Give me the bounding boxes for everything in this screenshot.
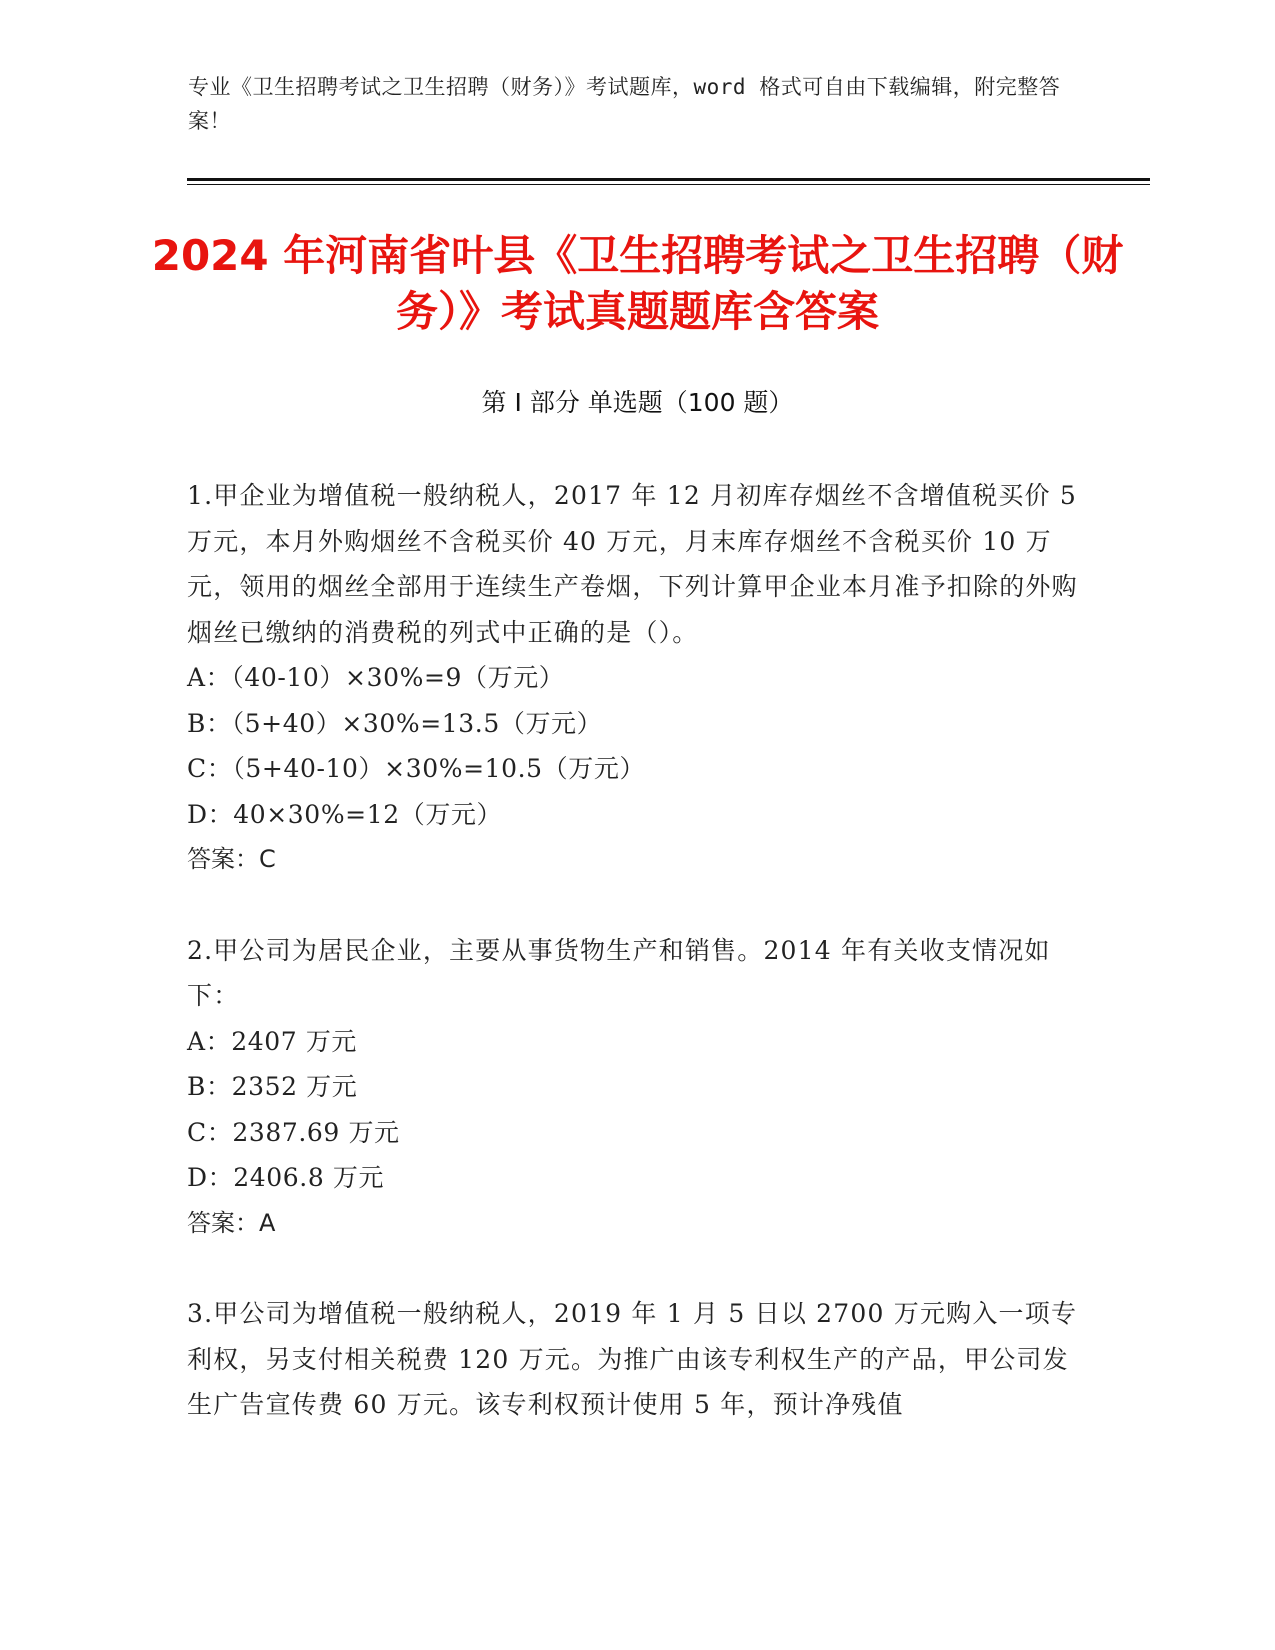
question-item [187, 1291, 1092, 1428]
option-d: D：2406.8 万元 [187, 1163, 385, 1192]
option-b: B：2352 万元 [187, 1072, 358, 1101]
answer-line: 答案：C [187, 845, 276, 873]
answer-line: 答案：A [187, 1208, 276, 1237]
question-stem: 1.甲企业为增值税一般纳税人，2017 年 12 月初库存烟丝不含增值税买价 5 万元，本月外购烟丝不含税买价 40 万元，月末库存烟丝不含税买价 10 万元，领用的烟丝全部用于连续生产卷烟，下列计算甲企业本月准予扣除的外购烟丝已缴纳的消费税的列式中正确的是（）。 [187, 481, 1078, 647]
option-d: D：40×30%=12（万元） [187, 799, 503, 829]
document-title: 2024 年河南省叶县《卫生招聘考试之卫生招聘（财务）》考试真题题库含答案 [151, 231, 1124, 336]
option-c: C：2387.69 万元 [187, 1117, 400, 1147]
option-a: A：2407 万元 [187, 1026, 358, 1056]
question-stem: 2.甲公司为居民企业，主要从事货物生产和销售。2014 年有关收支情况如下： [187, 935, 1051, 1010]
option-b: B：（5+40）×30%=13.5（万元） [187, 708, 603, 738]
question-list [187, 473, 1092, 1473]
question-item [187, 928, 1092, 1247]
question-stem: 3.甲公司为增值税一般纳税人，2019 年 1 月 5 日以 2700 万元购入一项专利权，另支付相关税费 120 万元。为推广由该专利权生产的产品，甲公司发生广告宣传费 60 万元。该专利权预计使用 5 年，预计净残值 [187, 1299, 1078, 1419]
header-divider-thin [187, 184, 1150, 185]
header-note: 专业《卫生招聘考试之卫生招聘（财务）》考试题库，word 格式可自由下载编辑，附完整答案！ [188, 75, 1061, 133]
header-divider-thick [187, 178, 1150, 181]
option-c: C：（5+40-10）×30%=10.5（万元） [187, 754, 646, 783]
section-heading: 第 I 部分 单选题（100 题） [481, 388, 794, 417]
option-a: A：（40-10）×30%=9（万元） [187, 663, 565, 692]
question-item [187, 473, 1092, 883]
